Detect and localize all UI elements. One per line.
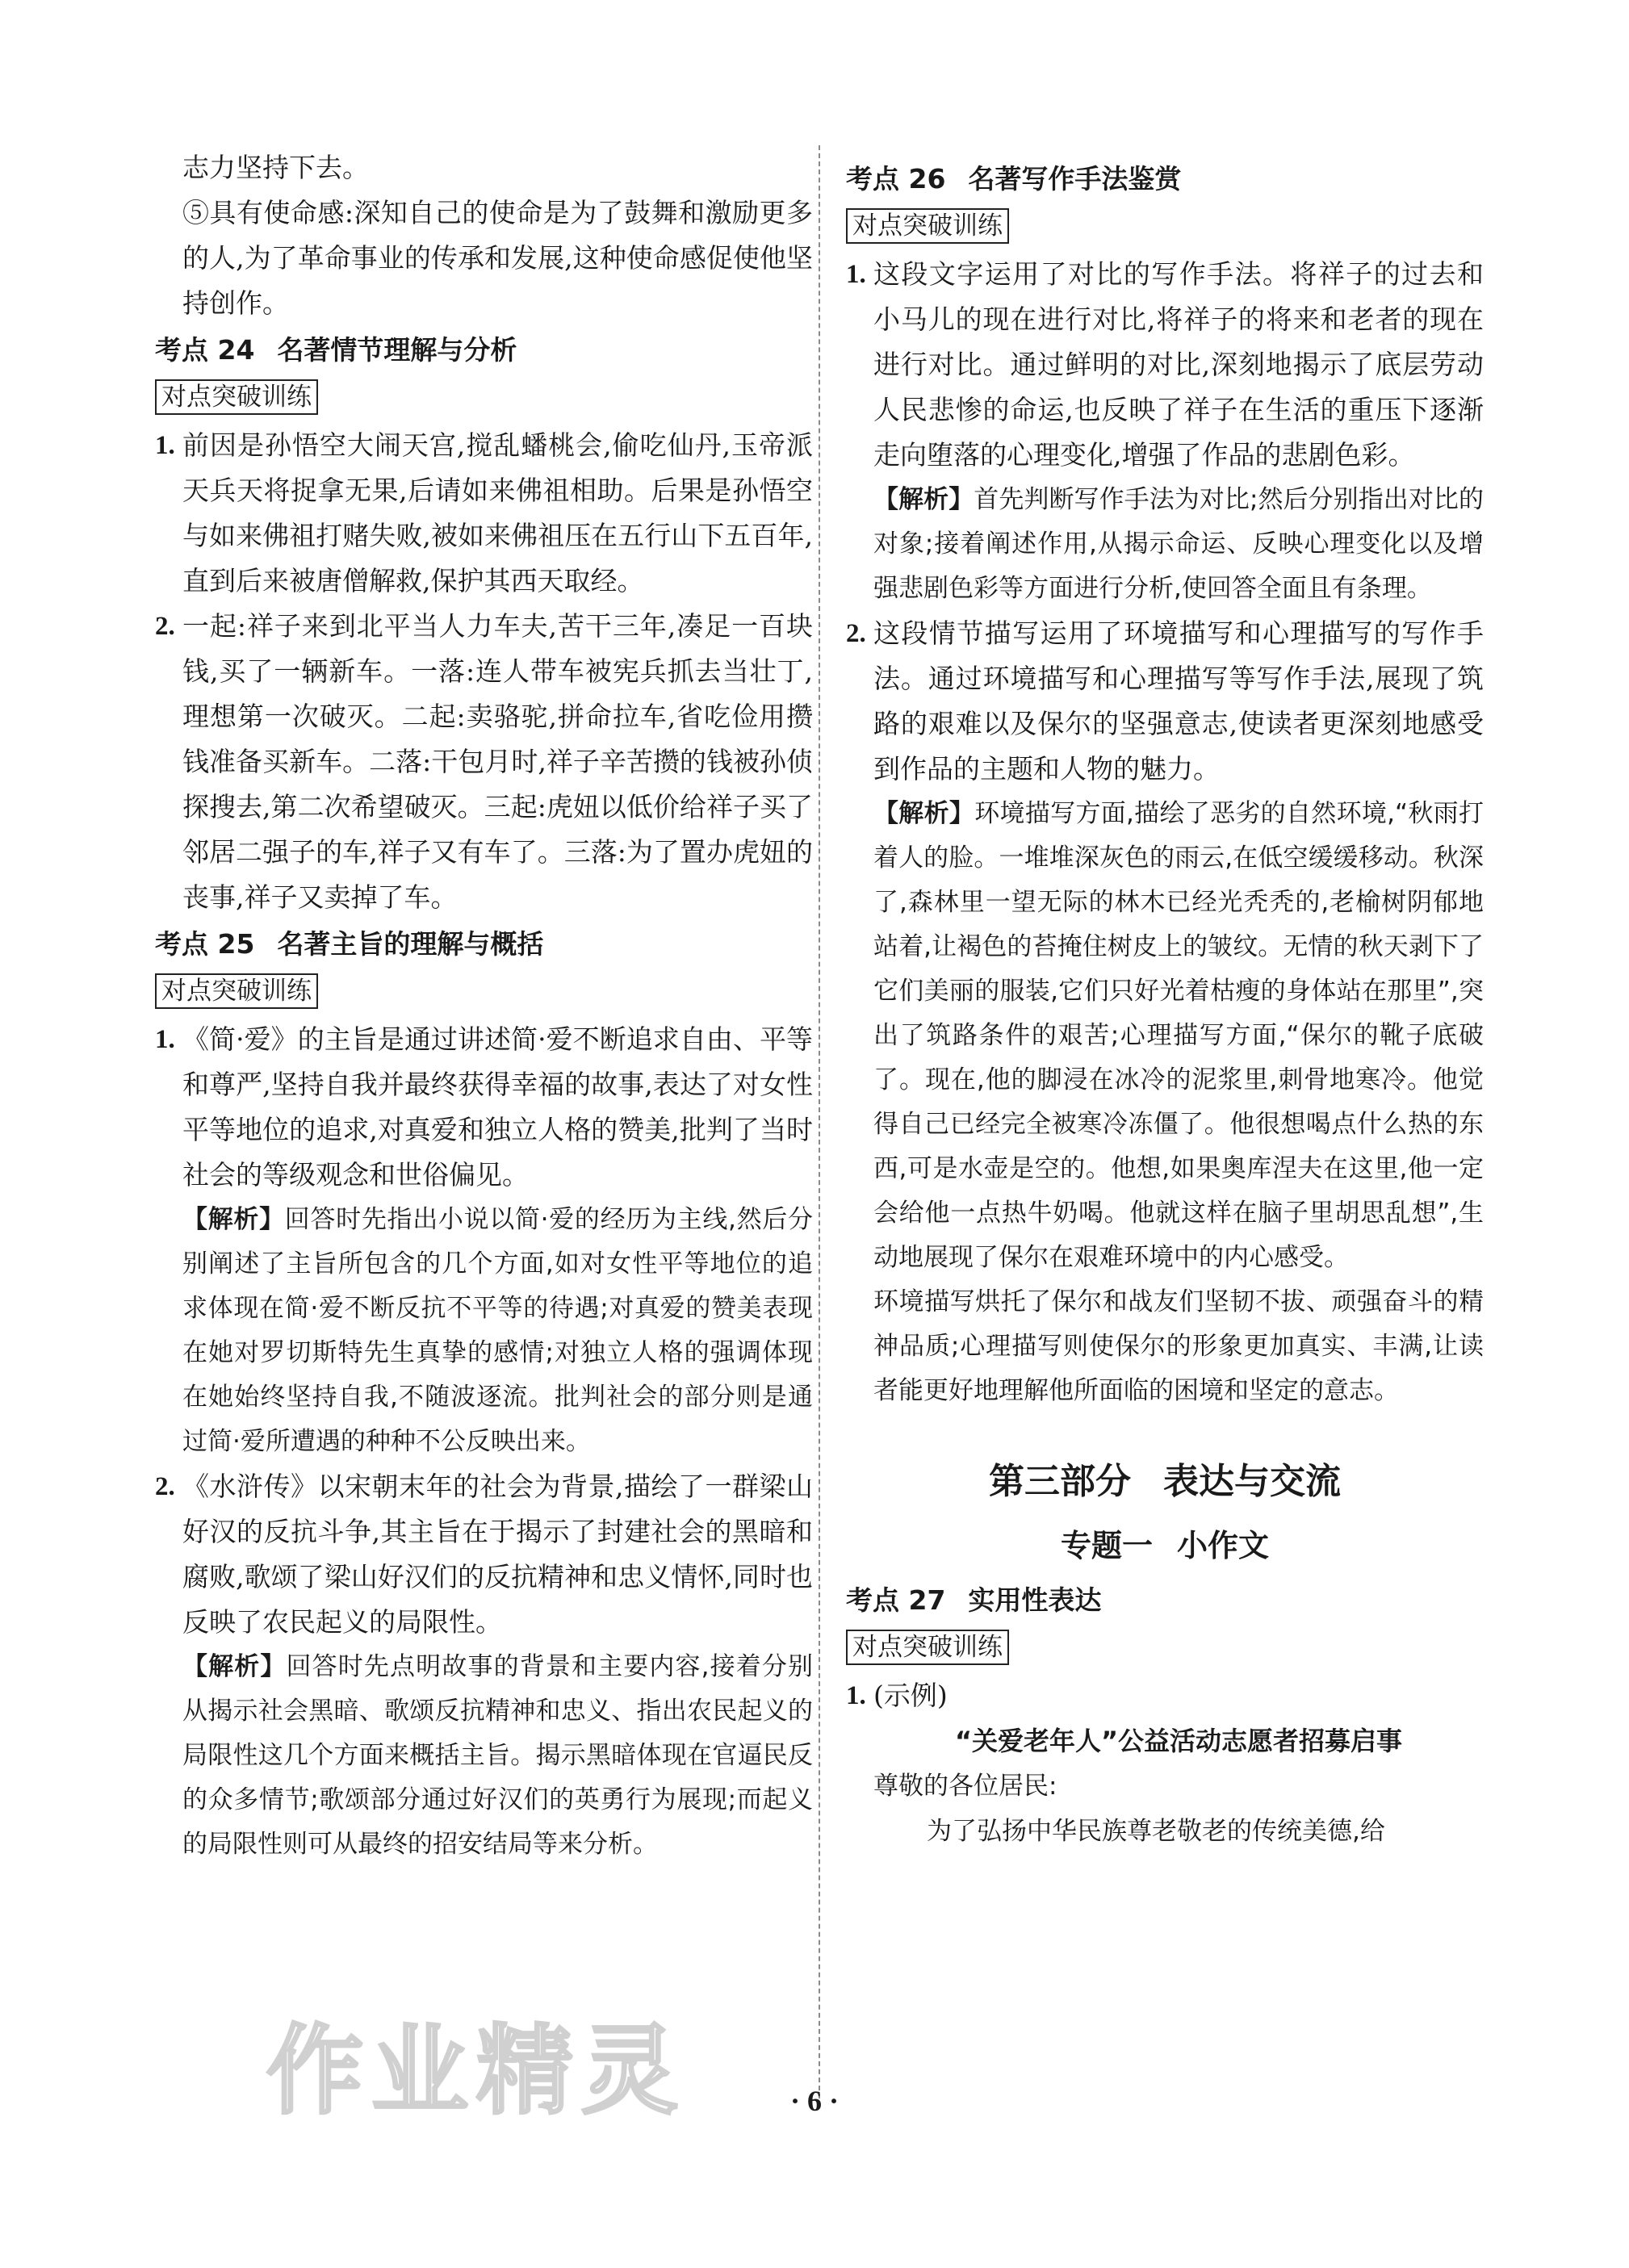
letter-body: 为了弘扬中华民族尊老敬老的传统美德,给 — [927, 1817, 1385, 1846]
analysis-text: 环境描写方面,描绘了恶劣的自然环境,“秋雨打着人的脸。一堆堆深灰色的雨云,在低空缓缓移动。秋深了,森林里一望无际的林木已经光秃秃的,老榆树阴郁地站着,让褐色的苔掩住树皮上的皱纹。无情的秋天剥下了它们美丽的服装,它们只好光着枯瘦的身体站在那里”,突出了筑路条件的艰苦;心理描写方面,“保尔的靴子底破了。现在,他的脚浸在冰冷的泥浆里,刺骨地寒冷。他觉得自己已经完全被寒冷冻僵了。他很想喝点什么热的东西,可是水壶是空的。他想,如果奥库涅夫在这里,他一定会给他一点热牛奶喝。他就这样在脑子里胡思乱想”,生动地展现了保尔在艰难环境中的内心感受。 — [873, 799, 1484, 1272]
part-label: 第三部分 — [989, 1461, 1131, 1502]
item-number: 2. — [846, 619, 866, 648]
intro-line: 志力坚持下去。 — [182, 152, 369, 183]
analysis-text: 回答时先点明故事的背景和主要内容,接着分别从揭示社会黑暗、歌颂反抗精神和忠义、指出农民起义的局限性这几个方面来概括主旨。揭示黑暗体现在官逼民反的众多情节;歌颂部分通过好汉们的英勇行为展现;而起义的局限性则可从最终的招安结局等来分析。 — [182, 1652, 814, 1859]
analysis-label: 【解析】 — [873, 485, 974, 514]
salutation: 尊敬的各位居民: — [873, 1772, 1057, 1801]
answer-item — [155, 604, 813, 920]
answer-item — [155, 423, 813, 604]
topic-title: 名著写作手法鉴赏 — [968, 163, 1182, 195]
item-number: 2. — [155, 1472, 175, 1501]
item-number: 1. — [846, 260, 866, 289]
answer-item — [846, 252, 1484, 478]
item-text: 《简·爱》的主旨是通过讲述简·爱不断追求自由、平等和尊严,坚持自我并最终获得幸福的故事,表达了对女性平等地位的追求,对真爱和独立人格的赞美,批判了当时社会的等级观念和世俗偏见。 — [182, 1023, 813, 1190]
page-number: · 6 · — [789, 2085, 839, 2117]
topic-number: 考点 25 — [155, 928, 255, 960]
topic-heading-27 — [846, 1578, 1484, 1623]
topic-number: 考点 27 — [846, 1584, 946, 1616]
item-text: 这段文字运用了对比的写作手法。将祥子的过去和小马儿的现在进行对比,将祥子的将来和老者的现在进行对比。通过鲜明的对比,深刻地揭示了底层劳动人民悲惨的命运,也反映了祥子在生活的重压下逐渐走向堕落的心理变化,增强了作品的悲剧色彩。 — [873, 258, 1484, 471]
topic-heading-25 — [155, 922, 813, 967]
item-number: 1. — [846, 1681, 866, 1710]
analysis-label: 【解析】 — [182, 1205, 285, 1234]
item-text: 《水浒传》以宋朝末年的社会为背景,描绘了一群梁山好汉的反抗斗争,其主旨在于揭示了封建社会的黑暗和腐败,歌颂了梁山好汉们的反抗精神和忠义情怀,同时也反映了农民起义的局限性。 — [182, 1471, 813, 1638]
right-column — [846, 155, 1484, 1854]
topic-title: 名著情节理解与分析 — [277, 334, 517, 366]
intro-line: ⑤具有使命感:深知自己的使命是为了鼓舞和激励更多的人,为了革命事业的传承和发展,这种使命感促使他坚持创作。 — [182, 197, 813, 319]
analysis-label: 【解析】 — [182, 1652, 287, 1681]
section-name: 小作文 — [1177, 1528, 1270, 1563]
answer-item — [155, 1464, 813, 1645]
analysis-paragraph — [155, 1198, 813, 1464]
notice-title: “关爱老年人”公益活动志愿者招募启事 — [954, 1726, 1403, 1756]
item-text: 这段情节描写运用了环境描写和心理描写的写作手法。通过环境描写和心理描写等写作手法,展现了筑路的艰难以及保尔的坚强意志,使读者更深刻地感受到作品的主题和人物的魅力。 — [873, 617, 1484, 785]
topic-heading-26 — [846, 157, 1484, 202]
analysis-paragraph-continued: 环境描写烘托了保尔和战友们坚韧不拔、顽强奋斗的精神品质;心理描写则使保尔的形象更加真实、丰满,让读者能更好地理解他所面临的困境和坚定的意志。 — [873, 1287, 1484, 1405]
training-tag: 对点突破训练 — [155, 973, 318, 1009]
training-tag: 对点突破训练 — [846, 208, 1009, 244]
left-column — [155, 145, 813, 1867]
topic-heading-24 — [155, 328, 813, 373]
item-text: 一起:祥子来到北平当人力车夫,苦干三年,凑足一百块钱,买了一辆新车。一落:连人带车被宪兵抓去当壮丁,理想第一次破灭。二起:卖骆驼,拼命拉车,省吃俭用攒钱准备买新车。二落:干包月时,祥子辛苦攒的钱被孙侦探搜去,第二次希望破灭。三起:虎妞以低价给祥子买了邻居二强子的车,祥子又有车了。三落:为了置办虎妞的丧事,祥子又卖掉了车。 — [182, 610, 813, 913]
analysis-paragraph — [846, 792, 1484, 1280]
part-name: 表达与交流 — [1163, 1461, 1341, 1502]
item-number: 1. — [155, 431, 175, 460]
training-tag: 对点突破训练 — [846, 1630, 1009, 1665]
section-label: 专题一 — [1060, 1528, 1153, 1563]
training-tag: 对点突破训练 — [155, 379, 318, 415]
answer-item — [155, 1017, 813, 1198]
answer-item — [846, 1673, 1484, 1718]
item-text: 前因是孙悟空大闹天宫,搅乱蟠桃会,偷吃仙丹,玉帝派天兵天将捉拿无果,后请如来佛祖相助。后果是孙悟空与如来佛祖打赌失败,被如来佛祖压在五行山下五百年,直到后来被唐僧解救,保护其西天取经。 — [182, 429, 813, 596]
item-number: 1. — [155, 1025, 175, 1054]
analysis-text: 首先判断写作手法为对比;然后分别指出对比的对象;接着阐述作用,从揭示命运、反映心理变化以及增强悲剧色彩等方面进行分析,使回答全面且有条理。 — [873, 485, 1484, 603]
answer-item — [846, 611, 1484, 792]
topic-title: 实用性表达 — [968, 1584, 1102, 1616]
example-label: (示例) — [873, 1680, 948, 1711]
topic-number: 考点 26 — [846, 163, 946, 195]
analysis-label: 【解析】 — [873, 799, 975, 828]
item-number: 2. — [155, 612, 175, 641]
watermark: 作业精灵 — [266, 2015, 686, 2128]
analysis-paragraph — [155, 1645, 813, 1867]
topic-title-section — [846, 1520, 1484, 1571]
column-divider — [819, 145, 820, 2107]
analysis-paragraph — [846, 478, 1484, 611]
analysis-text: 回答时先指出小说以简·爱的经历为主线,然后分别阐述了主旨所包含的几个方面,如对女性平等地位的追求体现在简·爱不断反抗不平等的待遇;对真爱的赞美表现在她对罗切斯特先生真挚的感情;对独立人格的强调体现在她始终坚持自我,不随波逐流。批判社会的部分则是通过简·爱所遭遇的种种不公反映出来。 — [182, 1205, 813, 1456]
topic-title: 名著主旨的理解与概括 — [277, 928, 544, 960]
topic-number: 考点 24 — [155, 334, 255, 366]
part-title — [846, 1454, 1484, 1510]
